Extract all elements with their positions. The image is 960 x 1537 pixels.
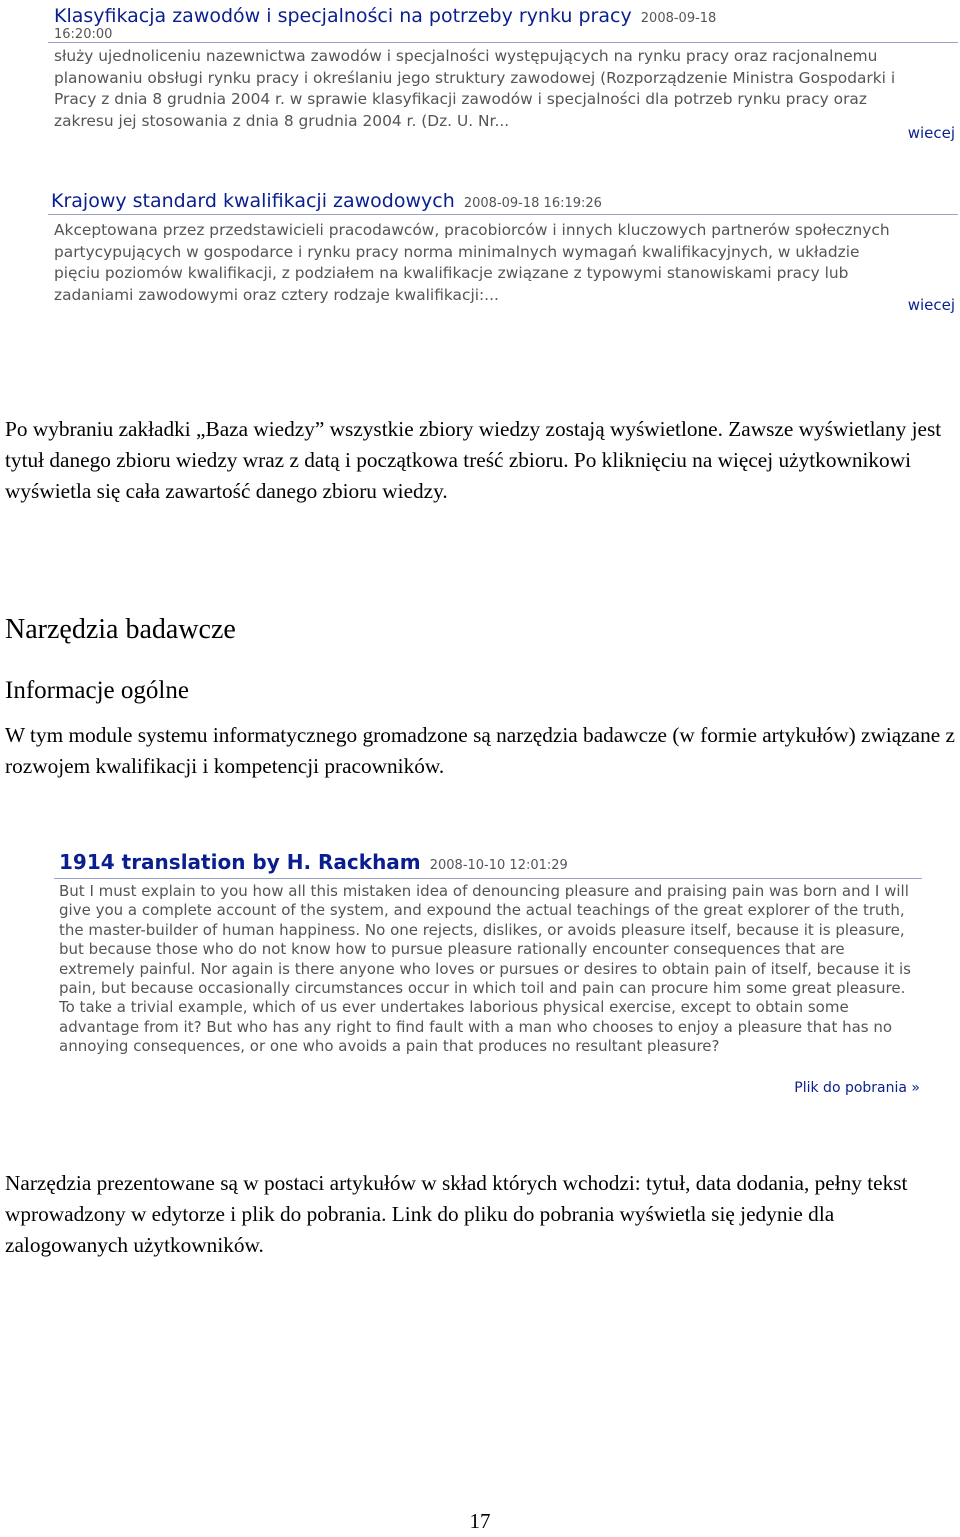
download-link-label[interactable]: Plik do pobrania » xyxy=(794,1079,920,1096)
article-datetime: 2008-10-10 12:01:29 xyxy=(429,858,568,873)
paragraph-tools-description: Narzędzia prezentowane są w postaci artykułów w skład których wchodzi: tytuł, data dodania, pełny tekst wprowadzony w edytorze i plik do pobrania. Link do pliku do pobrania wyświetla się jedynie dla zalogowanych użytkowników. xyxy=(5,1171,908,1257)
section-heading: Narzędzia badawcze xyxy=(5,614,236,645)
more-link-label[interactable]: wiecej xyxy=(907,124,955,142)
knowledge-item-screenshot xyxy=(48,5,958,142)
item-time: 16:20:00 xyxy=(54,27,113,42)
item-datetime: 2008-09-18 16:19:26 xyxy=(463,196,602,211)
knowledge-item-screenshot-2 xyxy=(48,190,958,314)
paragraph-module-intro: W tym module systemu informatycznego gromadzone są narzędzia badawcze (w formie artykułów) związane z rozwojem kwalifikacji i kompetencji pracowników. xyxy=(5,723,955,778)
subsection-heading: Informacje ogólne xyxy=(5,677,189,704)
article-title[interactable]: 1914 translation by H. Rackham xyxy=(59,850,421,874)
item-header xyxy=(48,190,958,215)
item-title[interactable]: Klasyfikacja zawodów i specjalności na potrzeby rynku pracy xyxy=(54,5,632,27)
article-body: But I must explain to you how all this mistaken idea of denouncing pleasure and praising pain was born and I will give you a complete account of the system, and expound the actual teachings of the great explorer of the truth, the master-builder of human happiness. No one rejects, dislikes, or avoids pleasure itself, because it is pleasure, but because those who do not know how to pursue pleasure rationally encounter consequences that are extremely painful. Nor again is there anyone who loves or pursues or desires to obtain pain of itself, because it is pain, but because occasionally circumstances occur in which toil and pain can procure him some great pleasure. To take a trivial example, which of us ever undertakes laborious physical exercise, except to obtain some advantage from it? But who has any right to find fault with a man who chooses to enjoy a pleasure that has no annoying consequences, or one who avoids a pain that produces no resultant pleasure? xyxy=(59,882,911,1056)
item-excerpt: Akceptowana przez przedstawicieli pracodawców, pracobiorców i innych kluczowych partnerów społecznych partycypujących w gospodarce i rynku pracy norma minimalnych wymagań kwalifikacyjnych, w układzie pięciu poziomów kwalifikacji, z podziałem na kwalifikacje związane z typowymi stanowiskami pracy lub zadaniami zawodowymi oraz cztery rodzaje kwalifikacji:... xyxy=(54,221,890,304)
page-number: 17 xyxy=(469,1509,491,1533)
item-excerpt: służy ujednoliceniu nazewnictwa zawodów i specjalności występujących na rynku pracy oraz racjonalnemu planowaniu obsługi rynku pracy i określaniu jego struktury zawodowej (Rozporządzenie Ministra Gospodarki i Pracy z dnia 8 grudnia 2004 r. w sprawie klasyfikacji zawodów i specjalności dla potrzeb rynku pracy oraz zakresu jej stosowania z dnia 8 grudnia 2004 r. (Dz. U. Nr... xyxy=(54,47,896,130)
paragraph-knowledge-base: Po wybraniu zakładki „Baza wiedzy” wszystkie zbiory wiedzy zostają wyświetlone. Zawsze wyświetlany jest tytuł danego zbioru wiedzy wraz z datą i początkowa treść zbioru. Po kliknięciu na więcej użytkownikowi wyświetla się cała zawartość danego zbioru wiedzy. xyxy=(5,417,942,503)
article-screenshot xyxy=(54,850,922,1096)
more-link-label[interactable]: wiecej xyxy=(907,296,955,314)
download-link[interactable] xyxy=(54,1080,922,1096)
article-header xyxy=(54,850,922,879)
item-title[interactable]: Krajowy standard kwalifikacji zawodowych xyxy=(51,190,455,212)
item-date: 2008-09-18 xyxy=(640,11,717,26)
item-header xyxy=(48,5,958,43)
